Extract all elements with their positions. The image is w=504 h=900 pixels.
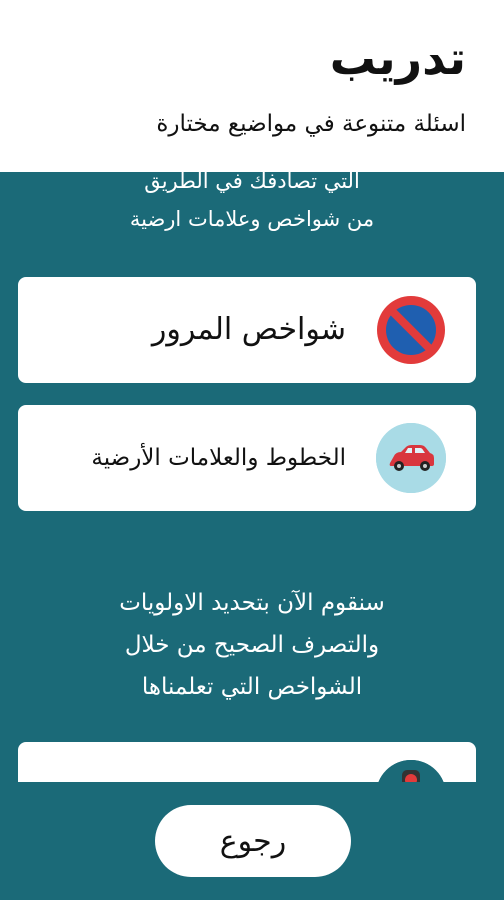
category-card-priorities[interactable] [18, 742, 476, 782]
header [0, 0, 504, 172]
page-subtitle: اسئلة متنوعة في مواضيع مختارة [156, 111, 466, 137]
car-icon [376, 423, 446, 493]
category-label: الخطوط والعلامات الأرضية [91, 445, 346, 471]
page-title: تدريب [329, 31, 466, 85]
intro-text [0, 172, 504, 238]
section-line: والتصرف الصحيح من خلال [124, 632, 380, 658]
category-card-road-markings[interactable] [18, 405, 476, 511]
traffic-light-icon [376, 760, 446, 782]
intro-line: التي تصادفك في الطريق [144, 172, 360, 193]
back-button[interactable]: رجوع [155, 805, 351, 877]
category-card-traffic-signs[interactable] [18, 277, 476, 383]
intro-line: من شواخص وعلامات ارضية [129, 207, 375, 231]
section-line: الشواخص التي تعلمناها [141, 674, 363, 700]
section-text [0, 582, 504, 708]
no-parking-sign-icon [376, 295, 446, 365]
section-line: سنقوم الآن بتحديد الاولويات [119, 590, 385, 616]
scroll-content[interactable] [0, 172, 504, 782]
category-label: شواخص المرور [151, 312, 346, 347]
